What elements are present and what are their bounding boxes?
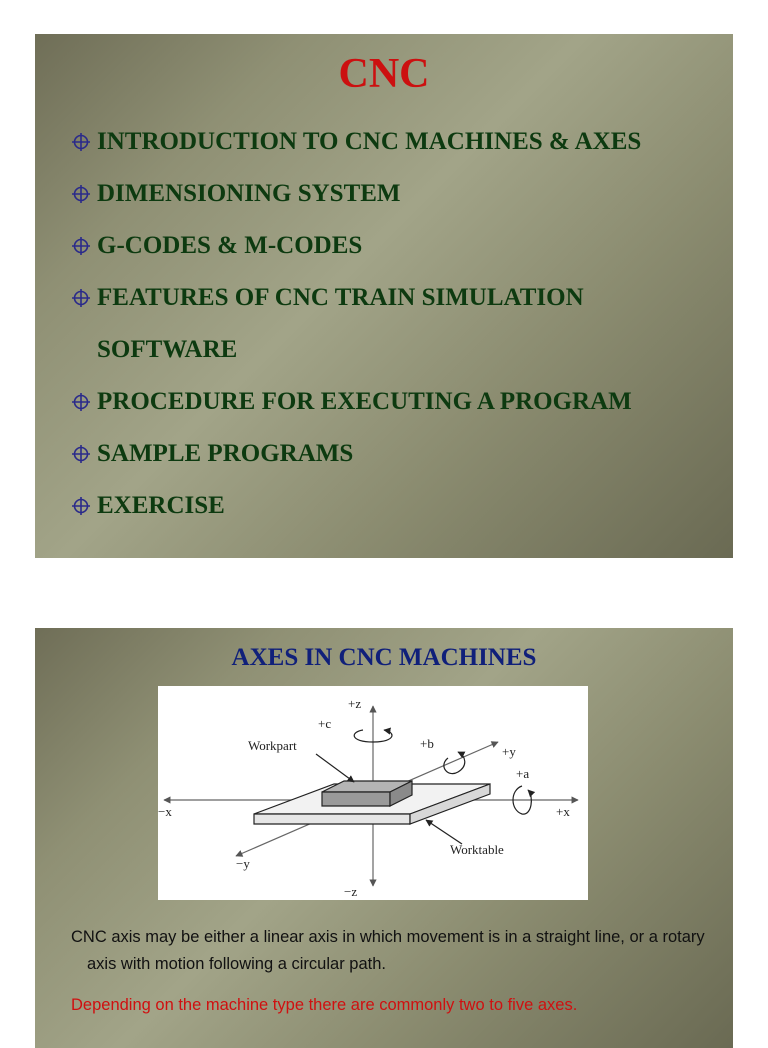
workpart-shape [322,781,412,806]
list-item-label: SAMPLE PROGRAMS [97,440,354,467]
label-minus-z: −z [344,884,358,899]
slide-axes [35,628,733,1048]
crosshair-circle-icon [71,392,91,412]
axes-diagram-svg [158,686,588,900]
slide-title: AXES IN CNC MACHINES [231,644,537,671]
list-item-label: G-CODES & M-CODES [97,232,363,259]
crosshair-circle-icon [71,184,91,204]
crosshair-circle-icon [71,496,91,516]
list-item [71,272,641,324]
worktable-leader [426,820,462,844]
crosshair-circle-icon [71,132,91,152]
label-minus-y: −y [236,856,250,871]
label-plus-y: +y [502,744,516,759]
list-item [71,480,641,532]
list-item [71,220,641,272]
list-item-label: FEATURES OF CNC TRAIN SIMULATION [97,284,584,311]
label-minus-x: −x [158,804,172,819]
label-plus-c: +c [318,716,332,731]
label-plus-b: +b [420,736,434,751]
label-plus-z: +z [348,696,362,711]
workpart-leader [316,754,354,782]
list-item [71,376,641,428]
list-item [71,168,641,220]
axis-description: CNC axis may be either a linear axis in which movement is in a straight line, or a rotary axis with motion following a circular path. [71,928,705,973]
label-worktable: Worktable [450,842,504,857]
list-item-label: INTRODUCTION TO CNC MACHINES & AXES [97,128,642,155]
topic-list [71,116,641,532]
label-workpart: Workpart [248,738,297,753]
crosshair-circle-icon [71,444,91,464]
crosshair-circle-icon [71,288,91,308]
slide-title: CNC [338,51,430,97]
crosshair-circle-icon [71,236,91,256]
list-item [71,116,641,168]
list-item-label: DIMENSIONING SYSTEM [97,180,401,207]
list-item-continuation: SOFTWARE [97,336,238,363]
list-item-label: EXERCISE [97,492,225,519]
axis-count-note: Depending on the machine type there are commonly two to five axes. [71,996,578,1014]
list-item-label: PROCEDURE FOR EXECUTING A PROGRAM [97,388,632,415]
label-plus-a: +a [516,766,530,781]
list-item [71,428,641,480]
label-plus-x: +x [556,804,570,819]
slide-cnc-overview [35,34,733,558]
axes-diagram [158,686,588,900]
rotation-b-arrow [444,752,465,774]
